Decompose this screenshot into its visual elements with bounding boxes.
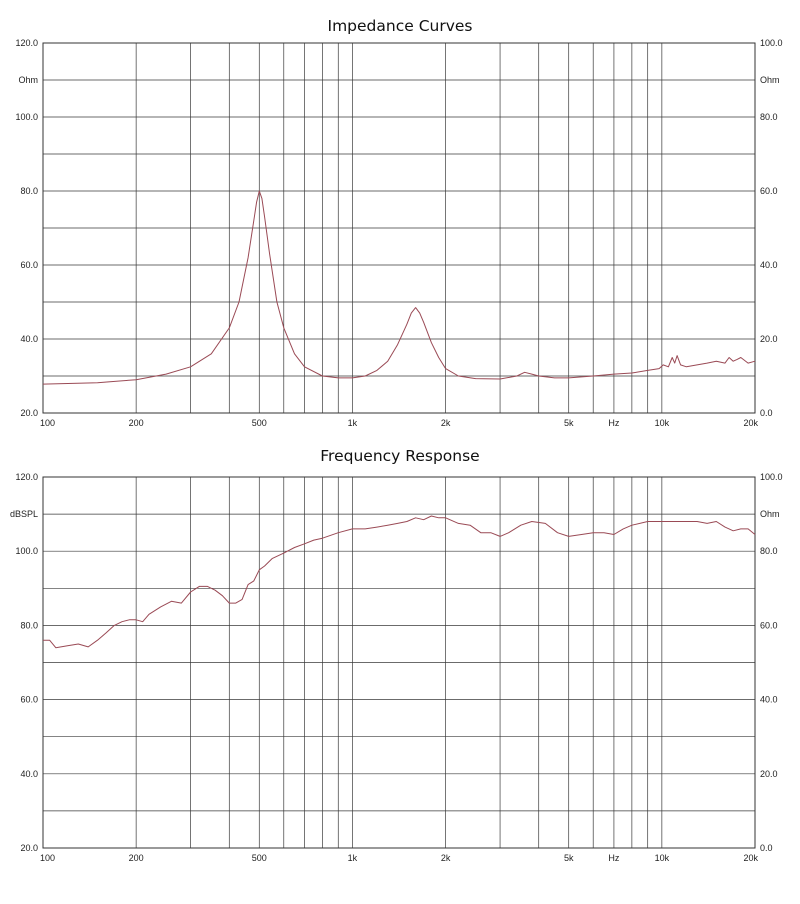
y-tick-label-left: 40.0 xyxy=(20,768,38,779)
x-tick-label: 1k xyxy=(347,853,358,863)
y-tick-label-right: 100.0 xyxy=(760,472,783,482)
y-unit-label-right: Ohm xyxy=(760,75,780,85)
y-tick-label-left: 20.0 xyxy=(20,843,38,853)
x-tick-label: Hz xyxy=(608,853,620,863)
y-tick-label-left: 100.0 xyxy=(15,546,38,557)
y-tick-label-left: 100.0 xyxy=(15,112,38,122)
y-tick-label-right: 20.0 xyxy=(760,768,778,779)
x-tick-label: 100 xyxy=(40,418,56,428)
y-tick-label-right: 100.0 xyxy=(760,38,783,48)
x-tick-label: 200 xyxy=(128,853,144,863)
x-tick-label: 1k xyxy=(347,418,358,428)
frequency-response-series-line xyxy=(43,516,755,648)
x-tick-label: 100 xyxy=(40,853,56,863)
y-tick-label-left: 60.0 xyxy=(20,694,38,705)
y-tick-label-left: 120.0 xyxy=(15,472,38,482)
x-tick-label: 20k xyxy=(743,418,758,428)
x-tick-label: 5k xyxy=(563,418,574,428)
y-tick-label-right: 60.0 xyxy=(760,186,778,196)
y-tick-label-right: 0.0 xyxy=(760,843,773,853)
impedance-series-line xyxy=(43,191,755,384)
y-tick-label-left: 80.0 xyxy=(20,620,38,631)
y-tick-label-right: 60.0 xyxy=(760,620,778,631)
x-tick-label: 20k xyxy=(743,853,758,863)
y-tick-label-left: 120.0 xyxy=(15,38,38,48)
y-unit-label-left: Ohm xyxy=(18,75,38,85)
x-tick-label: 2k xyxy=(440,853,451,863)
x-tick-label: Hz xyxy=(608,418,620,428)
y-tick-label-right: 80.0 xyxy=(760,112,778,122)
x-tick-label: 500 xyxy=(251,853,267,863)
x-tick-label: 5k xyxy=(563,853,574,863)
y-unit-label-left: dBSPL xyxy=(9,509,38,520)
x-tick-label: 500 xyxy=(251,418,267,428)
y-tick-label-right: 0.0 xyxy=(760,408,773,418)
x-tick-label: 10k xyxy=(654,853,670,863)
x-tick-label: 2k xyxy=(440,418,451,428)
y-tick-label-right: 40.0 xyxy=(760,260,778,270)
y-tick-label-right: 80.0 xyxy=(760,546,778,557)
y-tick-label-left: 60.0 xyxy=(20,260,38,270)
x-tick-label: 200 xyxy=(128,418,144,428)
x-tick-label: 10k xyxy=(654,418,670,428)
y-tick-label-right: 40.0 xyxy=(760,694,778,705)
frequency-response-chart-title: Frequency Response xyxy=(320,447,480,465)
y-unit-label-right: Ohm xyxy=(760,509,780,520)
y-tick-label-right: 20.0 xyxy=(760,334,778,344)
y-tick-label-left: 40.0 xyxy=(20,334,38,344)
impedance-chart-title: Impedance Curves xyxy=(327,17,473,35)
y-tick-label-left: 80.0 xyxy=(20,186,38,196)
y-tick-label-left: 20.0 xyxy=(20,408,38,418)
